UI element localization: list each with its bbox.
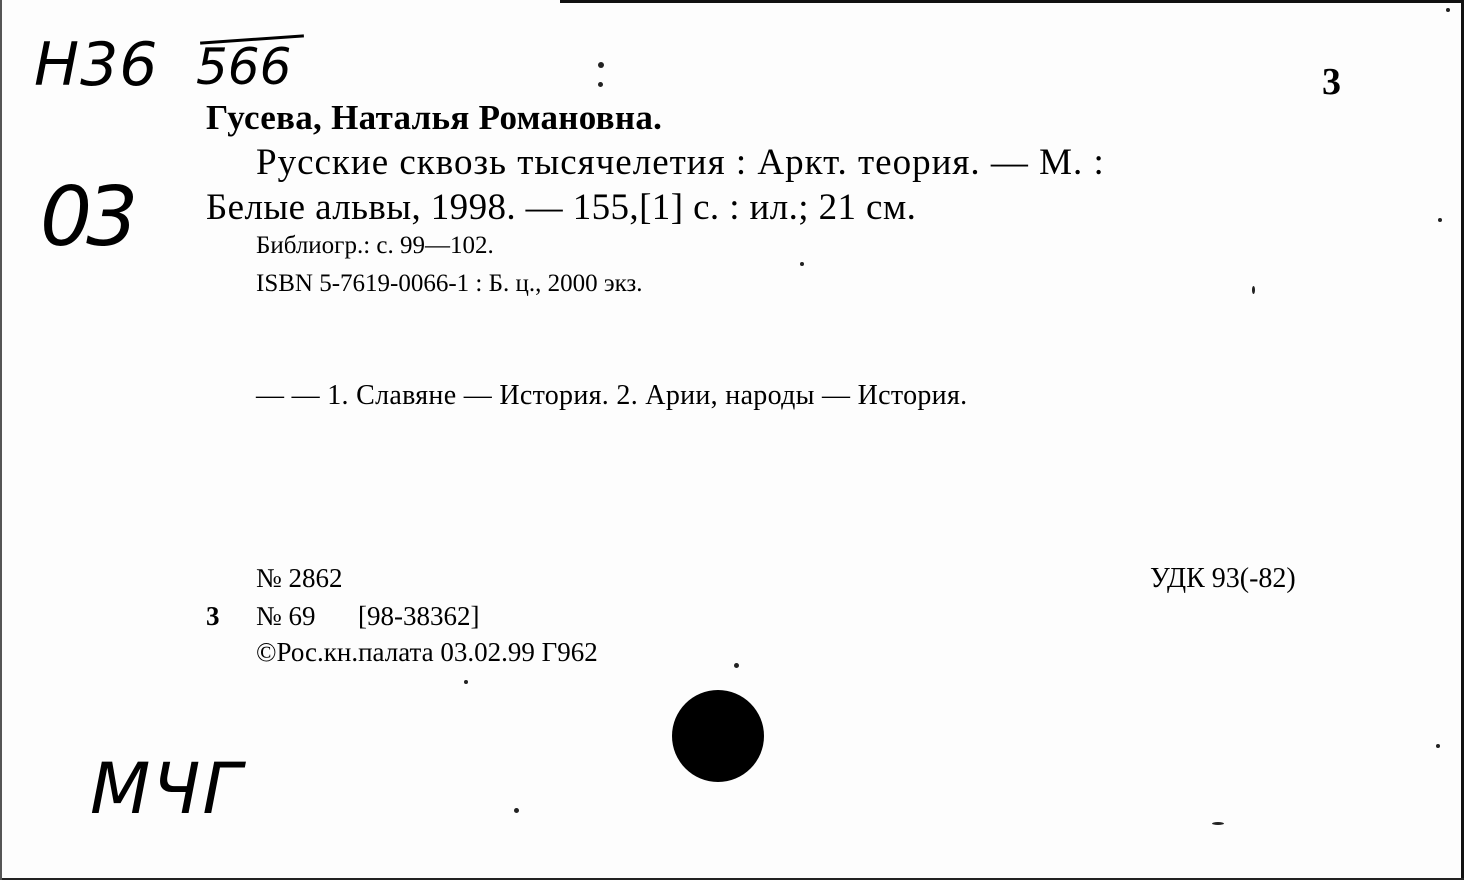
scan-speck xyxy=(1438,218,1442,222)
card-border-top xyxy=(560,0,1464,3)
scan-speck xyxy=(1446,8,1450,12)
copy-number: № 69 xyxy=(256,601,316,631)
scan-speck xyxy=(734,663,739,668)
scan-speck xyxy=(598,62,604,68)
scan-speck xyxy=(1212,822,1224,825)
card-border-left xyxy=(0,0,2,880)
scan-speck xyxy=(464,680,468,684)
scan-speck xyxy=(514,808,519,813)
title-statement: Русские сквозь тысячелетия : Аркт. теория. — М. : xyxy=(256,142,1105,183)
copy-prefix: 3 xyxy=(206,601,220,631)
scan-speck xyxy=(800,262,804,266)
handwritten-section-code: 03 xyxy=(40,170,133,265)
card-punch-hole xyxy=(672,690,764,782)
scan-speck xyxy=(1252,286,1255,294)
scan-speck xyxy=(1436,744,1440,748)
card-number: 3 xyxy=(1322,61,1341,103)
subject-headings: — — 1. Славяне — История. 2. Арии, народы — История. xyxy=(256,380,968,411)
handwritten-author-mark: 566 xyxy=(196,38,292,96)
registration-number: [98-38362] xyxy=(358,601,480,631)
udk-classification: УДК 93(-82) xyxy=(1150,563,1296,594)
bibliography-note: Библиогр.: с. 99—102. xyxy=(256,232,494,259)
isbn-line: ISBN 5-7619-0066-1 : Б. ц., 2000 экз. xyxy=(256,270,643,297)
author-heading: Гусева, Наталья Романовна. xyxy=(206,98,663,137)
publication-details: Белые альвы, 1998. — 155,[1] с. : ил.; 21 см. xyxy=(206,187,917,228)
record-number: № 2862 xyxy=(256,563,343,593)
publisher-note: ©Рос.кн.палата 03.02.99 Г962 xyxy=(256,637,598,667)
handwritten-library-mark: МЧГ xyxy=(90,748,244,830)
handwritten-call-number: Н36 xyxy=(34,30,159,100)
scan-speck xyxy=(598,82,603,87)
